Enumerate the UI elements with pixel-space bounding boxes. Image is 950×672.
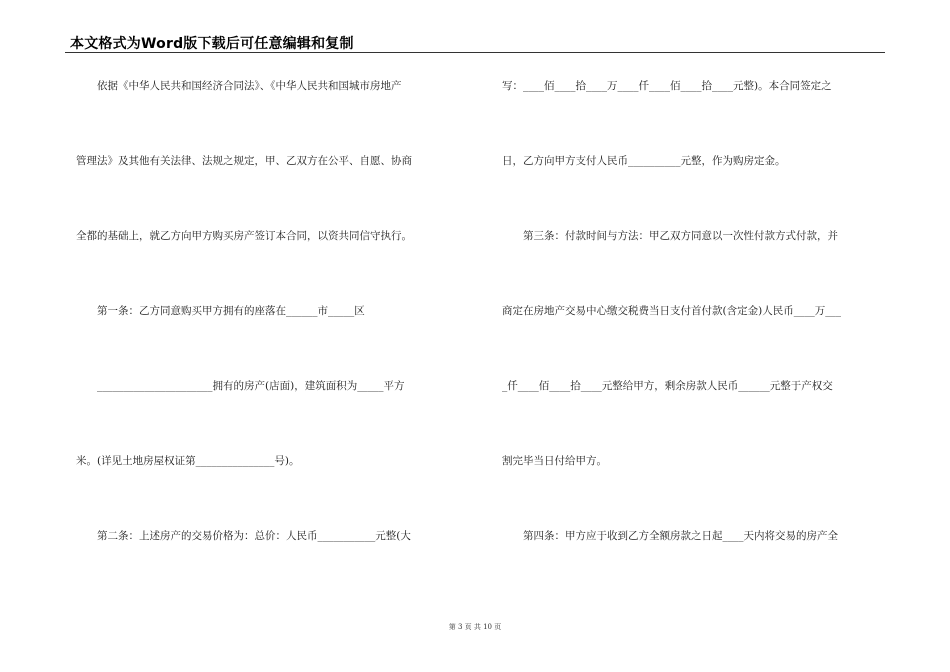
header-divider [65, 52, 885, 53]
left-text-line: 依据《中华人民共和国经济合同法》、《中华人民共和国城市房地产 [76, 80, 402, 92]
page-number-footer: 第 3 页 共 10 页 [448, 623, 502, 631]
left-text-line: ______________________拥有的房产(店面)，建筑面积为_____平方 [76, 380, 405, 392]
right-text-line: 日，乙方向甲方支付人民币__________元整，作为购房定金。 [502, 155, 786, 167]
document-header-title: 本文格式为Word版下载后可任意编辑和复制 [70, 36, 354, 52]
right-text-line: 第四条：甲方应于收到乙方全额房款之日起____天内将交易的房产全 [502, 530, 838, 542]
right-text-line: 商定在房地产交易中心缴交税费当日支付首付款(含定金)人民币____万___ [502, 305, 841, 317]
left-text-line: 全都的基础上，就乙方向甲方购买房产签订本合同，以资共同信守执行。 [76, 230, 412, 242]
right-text-line: 割完毕当日付给甲方。 [502, 455, 607, 467]
left-text-line: 米。(详见土地房屋权证第_______________号)。 [76, 455, 300, 467]
right-text-line: _仟____佰____拾____元整给甲方，剩余房款人民币______元整于产权交 [502, 380, 833, 392]
right-text-line: 写：____佰____拾____万____仟____佰____拾____元整)。本合同签定之 [502, 80, 832, 92]
left-text-line: 第二条：上述房产的交易价格为：总价：人民币___________元整(大 [76, 530, 411, 542]
left-text-line: 管理法》及其他有关法律、法规之规定，甲、乙双方在公平、自愿、协商 [76, 155, 412, 167]
left-text-line: 第一条：乙方同意购买甲方拥有的座落在______市_____区 [76, 305, 365, 317]
right-text-line: 第三条：付款时间与方法：甲乙双方同意以一次性付款方式付款，并 [502, 230, 838, 242]
